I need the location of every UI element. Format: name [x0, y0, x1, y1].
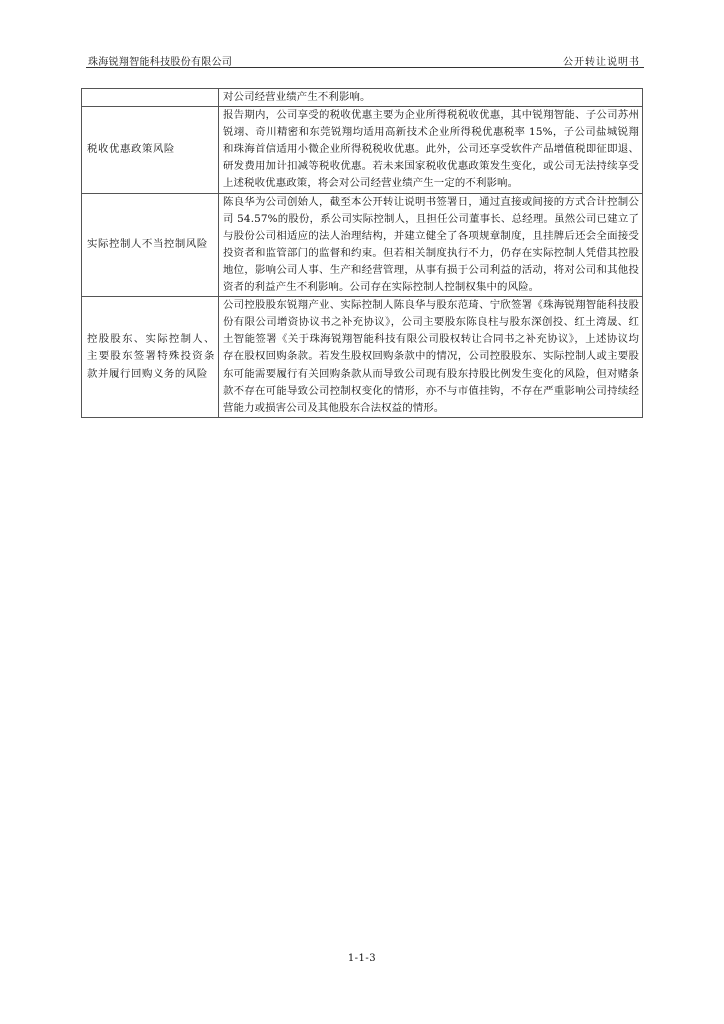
- risk-name-cell: 实际控制人不当控制风险: [82, 193, 219, 297]
- table-row: [82, 89, 643, 107]
- page-header: [86, 50, 644, 68]
- document-type: 公开转让说明书: [563, 57, 640, 68]
- risk-description-cell: 报告期内，公司享受的税收优惠主要为企业所得税税收优惠，其中锐翔智能、子公司苏州锐翊、奇川精密和东莞锐翔均适用高新技术企业所得税优惠税率 15%，子公司盐城锐翔和珠海首信适用小微企业所得税税收优惠。此外，公司还享受软件产品增值税即征即退、研发费用加计扣减等税收优惠。若未来国家税收优惠政策发生变化，或公司无法持续享受上述税收优惠政策，将会对公司经营业绩产生一定的不利影响。: [219, 107, 643, 193]
- risk-table: [81, 88, 643, 418]
- company-name: 珠海锐翔智能科技股份有限公司: [88, 57, 233, 68]
- risk-description-cell: 对公司经营业绩产生不利影响。: [219, 89, 643, 107]
- risk-name-cell: 控股股东、实际控制人、主要股东签署特殊投资条款并履行回购义务的风险: [82, 297, 219, 418]
- table-row: [82, 107, 643, 193]
- risk-name-cell: 税收优惠政策风险: [82, 107, 219, 193]
- page-number: 1-1-3: [347, 953, 377, 964]
- table-row: [82, 193, 643, 297]
- table-row: [82, 297, 643, 418]
- risk-name-cell: [82, 89, 219, 107]
- risk-description-cell: 公司控股股东锐翔产业、实际控制人陈良华与股东范琦、宁欣签署《珠海锐翔智能科技股份有限公司增资协议书之补充协议》，公司主要股东陈良柱与股东深创投、红土湾晟、红土智能签署《关于珠海锐翔智能科技有限公司股权转让合同书之补充协议》，上述协议均存在股权回购条款。若发生股权回购条款中的情况，公司控股股东、实际控制人或主要股东可能需要履行有关回购条款从而导致公司现有股东持股比例发生变化的风险，但对赌条款不存在可能导致公司控制权变化的情形，亦不与市值挂钩，不存在严重影响公司持续经营能力或损害公司及其他股东合法权益的情形。: [219, 297, 643, 418]
- risk-description-cell: 陈良华为公司创始人，截至本公开转让说明书签署日，通过直接或间接的方式合计控制公司 54.57%的股份，系公司实际控制人，且担任公司董事长、总经理。虽然公司已建立了与股份公司相适应的法人治理结构，并建立健全了各项规章制度，且挂牌后还会全面接受投资者和监管部门的监督和约束。但若相关制度执行不力，仍存在实际控制人凭借其控股地位，影响公司人事、生产和经营管理，从事有损于公司利益的活动，将对公司和其他投资者的利益产生不利影响。公司存在实际控制人控制权集中的风险。: [219, 193, 643, 297]
